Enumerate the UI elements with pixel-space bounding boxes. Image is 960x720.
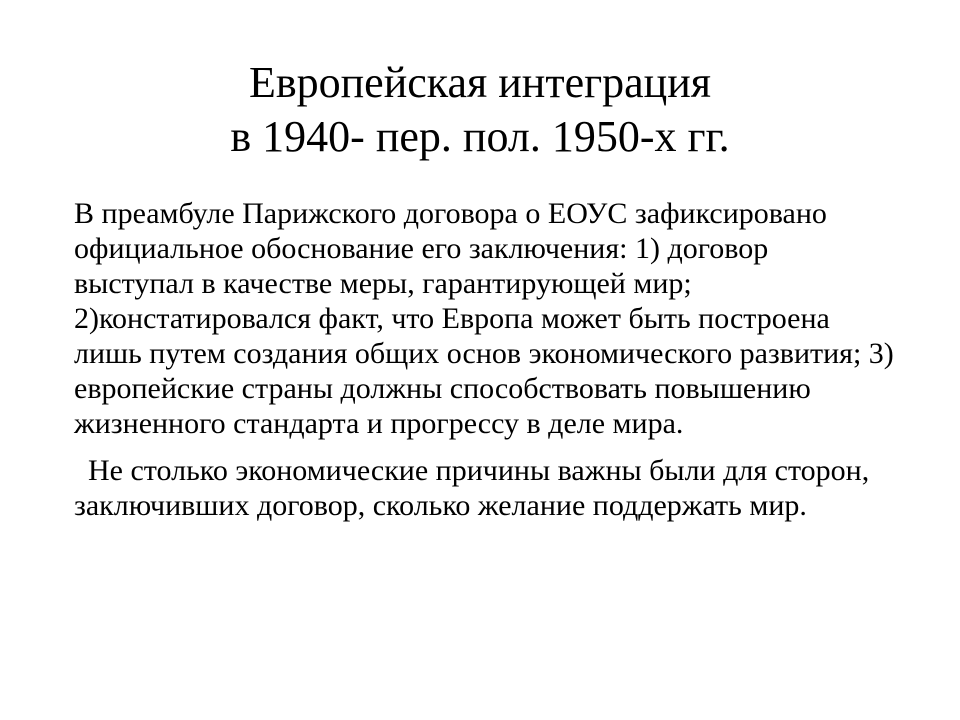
slide-title-line-1: Европейская интеграция [248,58,712,107]
slide-body [74,196,894,523]
body-paragraph-2: Не столько экономические причины важны были для сторон, заключивших договор, сколько желание поддержать мир. [74,454,870,522]
slide-title [0,56,960,164]
slide-title-line-2: в 1940- пер. пол. 1950-х гг. [230,112,730,161]
body-paragraph-1: В преамбуле Парижского договора о ЕОУС зафиксировано официальное обоснование его заключения: 1) договор выступал в качестве меры, гарантирующей мир; 2)констатировался факт, что Европа может быть построена лишь путем создания общих основ экономического развития; 3) европейские страны должны способствовать повышению жизненного стандарта и прогрессу в деле мира. [74,197,894,440]
